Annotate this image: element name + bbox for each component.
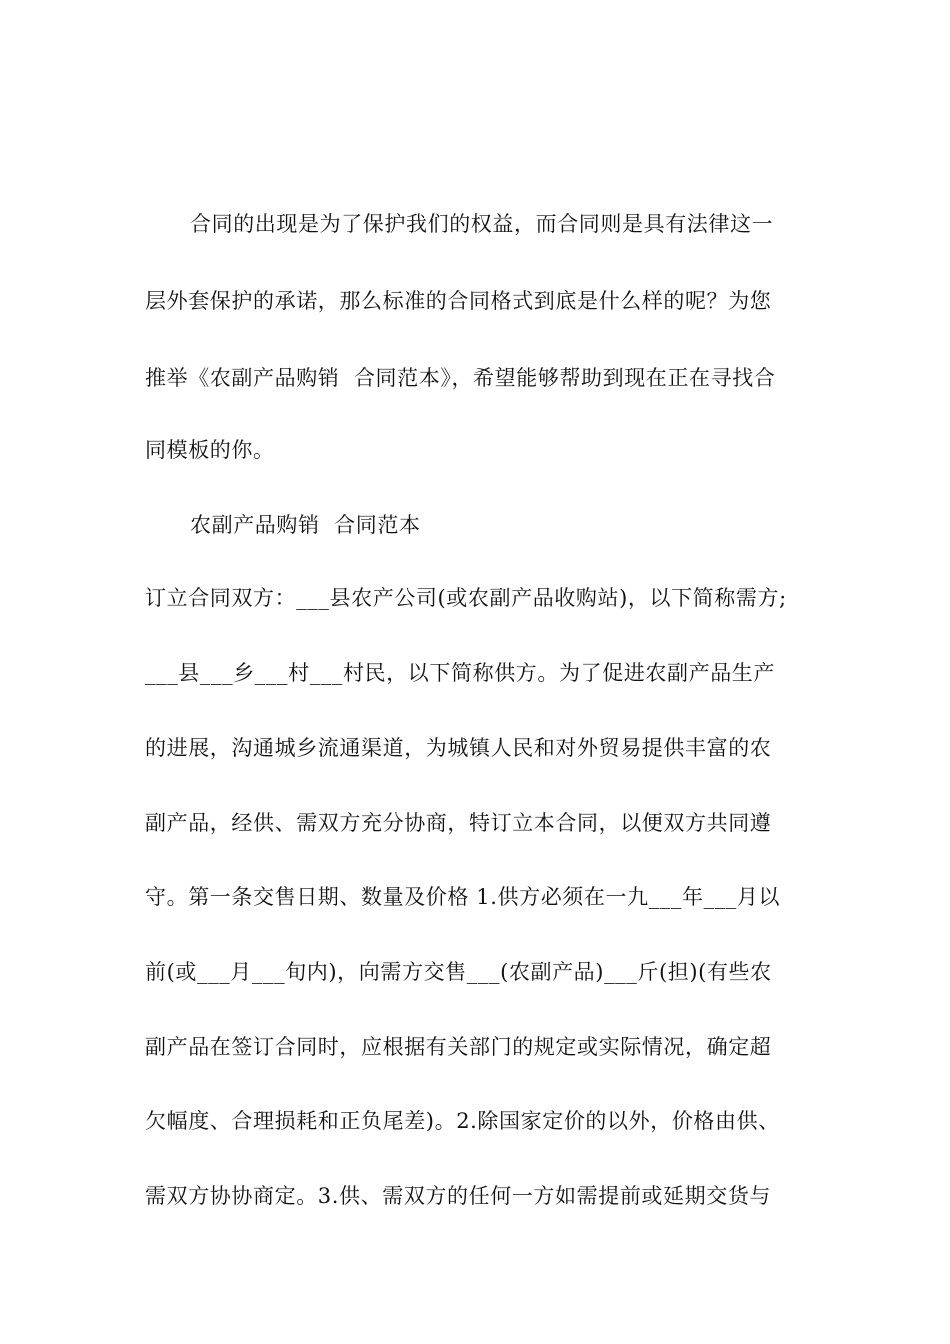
contract-title: 农副产品购销 合同范本 (190, 513, 421, 537)
contract-line-9: 需双方协协商定。3.供、需双方的任何一方如需提前或延期交货与 (145, 1184, 772, 1208)
intro-line-1: 合同的出现是为了保护我们的权益，而合同则是具有法律这一 (190, 212, 774, 236)
contract-line-8: 欠幅度、合理损耗和正负尾差)。2.除国家定价的以外，价格由供、 (145, 1109, 780, 1133)
contract-line-3: 的进展，沟通城乡流通渠道，为城镇人民和对外贸易提供丰富的农 (145, 736, 772, 760)
intro-line-3: 推举《农副产品购销 合同范本》，希望能够帮助到现在正在寻找合 (145, 366, 776, 390)
intro-line-4: 同模板的你。 (145, 438, 275, 462)
contract-line-7: 副产品在签订合同时，应根据有关部门的规定或实际情况，确定超 (145, 1035, 772, 1059)
contract-line-5: 守。第一条交售日期、数量及价格 1.供方必须在一九___年___月以 (145, 885, 781, 909)
contract-line-4: 副产品，经供、需双方充分协商，特订立本合同，以便双方共同遵 (145, 811, 772, 835)
contract-line-1: 订立合同双方：___县农产公司(或农副产品收购站)，以下简称需方; (145, 586, 787, 610)
contract-line-6: 前(或___月___旬内)，向需方交售___(农副产品)___斤(担)(有些农 (145, 960, 772, 984)
intro-line-2: 层外套保护的承诺，那么标准的合同格式到底是什么样的呢？为您 (145, 289, 772, 313)
contract-line-2: ___县___乡___村___村民，以下简称供方。为了促进农副产品生产 (145, 661, 775, 685)
